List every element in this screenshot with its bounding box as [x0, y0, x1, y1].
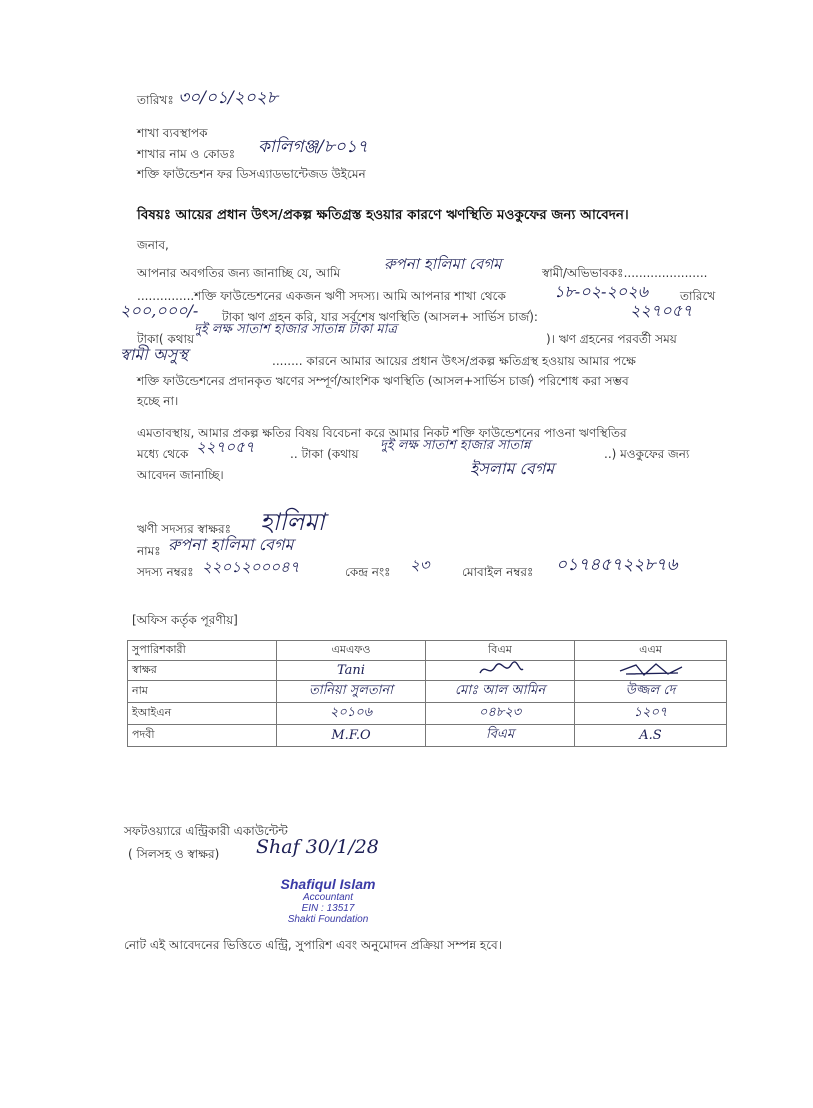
subject-line: বিষয়ঃ আয়ের প্রধান উৎস/প্রকল্প ক্ষতিগ্রস্ত হওয়ার কারণে ঋণস্থিতি মওকুফের জন্য আবেদন।	[137, 207, 629, 223]
accountant-label: সফটওয়্যারে এন্ট্রিকারী একাউন্টেন্ট	[124, 824, 288, 838]
loan-date-handwritten: ১৮-০২-২০২৬	[554, 282, 648, 301]
am-ein: ১২০৭	[633, 705, 668, 720]
mfo-name-cell	[277, 681, 426, 703]
am-name-cell	[575, 681, 727, 703]
branch-name: কালিগঞ্জ/৮০১৭	[258, 137, 368, 157]
handwritten-mark: ইসলাম বেগম	[470, 459, 555, 478]
am-designation-cell	[575, 725, 727, 747]
mfo-designation-cell	[277, 725, 426, 747]
row-label-signature: স্বাক্ষর	[128, 661, 277, 681]
body1-text-4a: টাকা( কথায়	[137, 332, 195, 346]
body1-text-3a: টাকা ঋণ গ্রহন করি, যার সর্বশেষ ঋণস্থিতি (আসল+ সার্ভিস চার্জ):	[222, 310, 538, 324]
office-row-designation	[128, 725, 727, 747]
body1-text-1a: আপনার অবগতির জন্য জানাচ্ছি যে, আমি	[137, 266, 341, 280]
balance-handwritten: ২২৭০৫৭	[630, 301, 693, 320]
body1-text-2a: ...............শক্তি ফাউন্ডেশনের একজন ঋণী সদস্য। আমি আপনার শাখা থেকে	[137, 289, 506, 303]
accountant-seal-label: ( সিলসহ ও স্বাক্ষর)	[128, 847, 220, 861]
salutation: জনাব,	[137, 238, 169, 252]
stamp-ein: EIN : 13517	[301, 903, 355, 914]
bm-name: মোঃ আল আমিন	[454, 683, 546, 698]
stamp-org: Shakti Foundation	[287, 914, 369, 925]
center-label: কেন্দ্র নংঃ	[345, 565, 391, 579]
body1-text-4b: )। ঋণ গ্রহনের পরবর্তী সময়	[546, 332, 677, 346]
office-row-name	[128, 681, 727, 703]
office-header: [অফিস কর্তৃক পূরণীয়]	[132, 613, 238, 627]
col-recommender: সুপারিশকারী	[128, 641, 277, 661]
am-name: উজ্জল দে	[625, 683, 676, 698]
bm-signature	[426, 661, 575, 681]
col-mfo: এমএফও	[277, 641, 426, 661]
body1-text-2b: তারিখে	[680, 289, 716, 303]
col-bm: বিএম	[426, 641, 575, 661]
mobile-label: মোবাইল নম্বরঃ	[462, 565, 534, 579]
accountant-stamp	[258, 876, 398, 925]
bm-designation-cell	[426, 725, 575, 747]
bm-name-cell	[426, 681, 575, 703]
amount-words-handwritten: দুই লক্ষ সাতাশ হাজার সাতান্ন টাকা মাত্র	[194, 322, 397, 337]
applicant-name-handwritten: রুপনা হালিমা বেগম	[384, 255, 502, 273]
body2-text-3: আবেদন জানাচ্ছি।	[137, 468, 224, 482]
bm-ein-cell	[426, 703, 575, 725]
waive-amount-handwritten: ২২৭০৫৭	[196, 438, 255, 456]
col-am: এএম	[575, 641, 727, 661]
bm-signature-scribble	[475, 661, 525, 677]
date-value: ৩০/০১/২০২৮	[178, 88, 278, 108]
mfo-signature-text: Tani	[337, 663, 365, 678]
body1-text-7: হচ্ছে না।	[137, 394, 179, 408]
member-id-handwritten: ২২০১২০০০৪৭	[202, 558, 300, 576]
member-signature: হালিমা	[260, 508, 325, 536]
row-label-name: নাম	[128, 681, 277, 703]
body1-text-1b: স্বামী/অভিভাবকঃ......................	[542, 266, 708, 280]
office-row-signature	[128, 661, 727, 681]
accountant-signature: Shaf 30/1/28	[256, 836, 379, 858]
mfo-designation: M.F.O	[331, 728, 371, 743]
waive-words-handwritten: দুই লক্ষ সাতাশ হাজার সাতান্ন	[380, 438, 531, 453]
am-signature-scribble	[616, 661, 686, 677]
organization-name: শক্তি ফাউন্ডেশন ফর ডিসএ্যাডভান্টেজড উইমেন	[137, 167, 366, 181]
footer-note: নোট এই আবেদনের ভিত্তিতে এন্ট্রি, সুপারিশ এবং অনুমোদন প্রক্রিয়া সম্পন্ন হবে।	[124, 938, 503, 952]
stamp-title: Accountant	[302, 892, 354, 903]
row-label-ein: ইআইএন	[128, 703, 277, 725]
body2-text-2a: মধ্যে থেকে	[137, 447, 189, 461]
body2-text-2c: ..) মওকুফের জন্য	[604, 447, 690, 461]
office-table-header-row	[128, 641, 727, 661]
date-label: তারিখঃ	[137, 93, 174, 107]
am-ein-cell	[575, 703, 727, 725]
member-name-handwritten: রুপনা হালিমা বেগম	[168, 535, 294, 554]
bm-designation: বিএম	[485, 727, 515, 742]
mfo-name: তানিয়া সুলতানা	[309, 683, 393, 698]
loan-amount-handwritten: ২০০,০০০/-	[120, 301, 199, 320]
body1-text-6: শক্তি ফাউন্ডেশনের প্রদানকৃত ঋণের সম্পূর্ণ/আংশিক ঋণস্থিতি (আসল+সার্ভিস চার্জ) পরিশোধ করা সম্ভব	[137, 374, 629, 388]
member-id-label: সদস্য নম্বরঃ	[137, 565, 194, 579]
row-label-designation: পদবী	[128, 725, 277, 747]
mfo-ein-cell	[277, 703, 426, 725]
reason-handwritten: স্বামী অসুস্থ	[120, 345, 188, 364]
center-handwritten: ২৩	[410, 556, 430, 574]
bm-ein: ০৪৮২৩	[478, 705, 522, 720]
am-designation: A.S	[639, 728, 662, 743]
stamp-name: Shafiqul Islam	[280, 876, 376, 892]
recipient-title: শাখা ব্যবস্থাপক	[137, 126, 208, 140]
mfo-signature	[277, 661, 426, 681]
mobile-handwritten: ০১৭৪৫৭২২৮৭৬	[556, 555, 678, 575]
mfo-ein: ২০১০৬	[329, 705, 373, 720]
member-name-label: নামঃ	[137, 544, 161, 558]
body2-text-1: এমতাবস্থায়, আমার প্রকল্প ক্ষতির বিষয় বিবেচনা করে আমার নিকট শক্তি ফাউন্ডেশনের পাওনা ঋণস্থিতির	[137, 426, 627, 440]
am-signature	[575, 661, 727, 681]
body2-text-2b: .. টাকা (কথায়	[290, 447, 359, 461]
office-table	[127, 640, 727, 747]
member-signature-label: ঋণী সদস্যর স্বাক্ষরঃ	[137, 522, 231, 536]
body1-text-5a: ........ কারনে আমার আয়ের প্রধান উৎস/প্রকল্প ক্ষতিগ্রস্থ হওয়ায় আমার পক্ষে	[272, 354, 636, 368]
office-row-ein	[128, 703, 727, 725]
branch-label: শাখার নাম ও কোডঃ	[137, 147, 236, 161]
